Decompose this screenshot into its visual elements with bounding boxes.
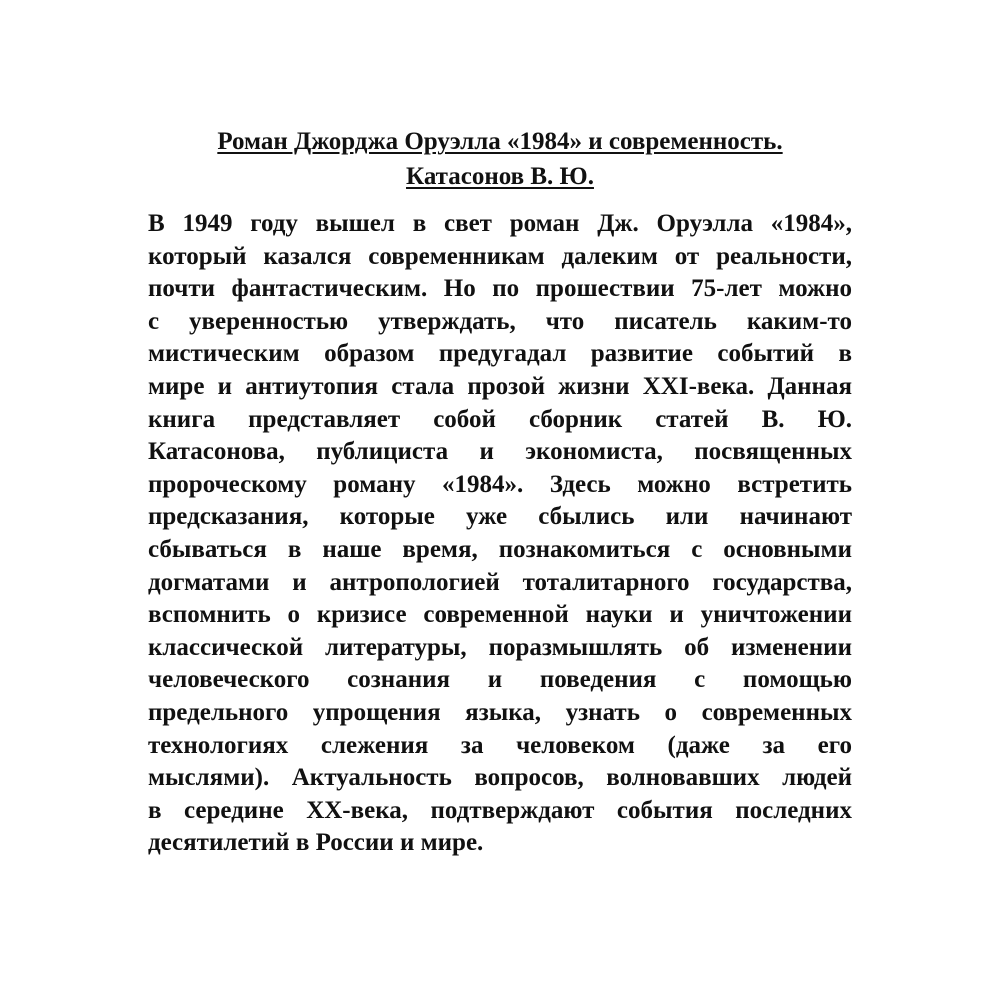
paragraph-line-7: книга представляет собой сборник статей В. Ю. [148, 405, 852, 433]
paragraph-line-1: В 1949 году вышел в свет роман Дж. Оруэлла «1984», [148, 210, 852, 237]
title-line-2: Катасонов В. Ю. [406, 163, 594, 190]
paragraph-line-3: почти фантастическим. Но по прошествии 75-лет можно [148, 275, 852, 303]
paragraph-line-6: мире и антиутопия стала прозой жизни XXI-века. Данная [148, 372, 852, 400]
paragraph-line-18: мыслями). Актуальность вопросов, волновавших людей [148, 764, 852, 792]
paragraph-line-9: пророческому роману «1984». Здесь можно встретить [148, 470, 852, 498]
paragraph-line-8: Катасонова, публициста и экономиста, посвященных [148, 438, 852, 466]
page-title [150, 124, 850, 194]
paragraph-line-20: десятилетий в России и мире. [148, 829, 484, 857]
paragraph-line-19: в середине XX-века, подтверждают события последних [148, 796, 852, 824]
paragraph-line-14: классической литературы, поразмышлять об изменении [148, 633, 852, 661]
paragraph-line-12: догматами и антропологией тоталитарного государства, [148, 568, 852, 596]
paragraph-line-16: предельного упрощения языка, узнать о современных [148, 698, 852, 726]
paragraph-line-5: мистическим образом предугадал развитие событий в [148, 340, 852, 368]
paragraph-line-10: предсказания, которые уже сбылись или начинают [148, 503, 852, 531]
paragraph-line-11: сбываться в наше время, познакомиться с основными [148, 535, 852, 563]
paragraph-line-2: который казался современникам далеким от реальности, [148, 242, 852, 270]
paragraph-line-13: вспомнить о кризисе современной науки и уничтожении [148, 601, 852, 629]
paragraph-line-4: с уверенностью утверждать, что писатель каким-то [148, 307, 852, 335]
description-paragraph [148, 208, 852, 860]
title-line-1: Роман Джорджа Оруэлла «1984» и современность. [217, 128, 783, 155]
paragraph-line-17: технологиях слежения за человеком (даже за его [148, 731, 852, 759]
paragraph-line-15: человеческого сознания и поведения с помощью [148, 666, 852, 694]
